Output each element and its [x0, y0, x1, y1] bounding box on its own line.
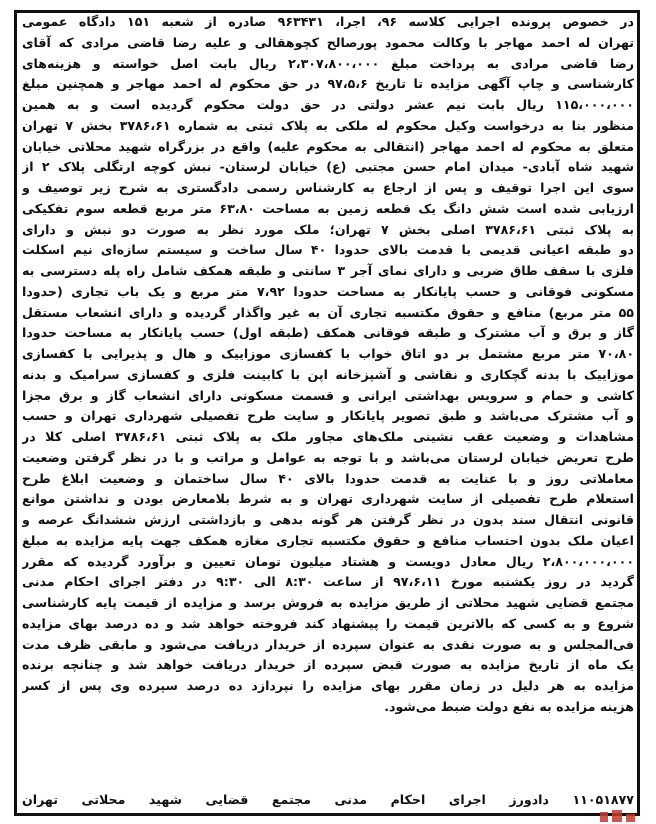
notice-line: ۵۵ متر مربع) منافع و حقوق مکتسبه تجاری آن به غیر واگذار گردیده و دارای انشعاب مستقل — [22, 304, 634, 320]
notice-line: ۷۰،۸۰ متر مربع مشتمل بر دو اتاق خواب با کفسازی موزاییک و هال و پذیرایی با کفسازی — [22, 346, 634, 361]
notice-line: گاز و برق و آب مشترک و طبقه فوقانی همکف (طبقه اول) حسب پایانکار به مساحت حدودا — [22, 325, 634, 341]
notice-line: مسکونی فوقانی و حسب پایانکار به مساحت حدودا ۷،۹۲ متر مربع و یک باب تجاری (حدودا — [22, 283, 634, 299]
notice-line: گردید در روز یکشنبه مورخ ۹۷،۶،۱۱ از ساعت ۸:۳۰ الی ۹:۳۰ در دفتر اجرای احکام مدنی — [22, 574, 634, 590]
notice-line: متعلق به محکوم له احمد مهاجر (انتقالی به محکوم علیه) واقع در بزرگراه شهید محلاتی خیابان — [22, 138, 634, 154]
notice-line: کاشی و حمام و سرویس بهداشتی ایرانی و قسمت مسکونی دارای انشعاب گاز و برق مجزا — [22, 387, 634, 403]
red-stamp-fragment — [596, 806, 640, 824]
notice-line: معاملاتی روز و با عنایت به قدمت حدودا بالای ۴۰ سال ساختمان و وضعیت ابلاغ طرح — [22, 470, 634, 486]
notice-line: ۱۱۵،۰۰۰،۰۰۰ ریال بابت نیم عشر دولتی در حق دولت محکوم گردیده است و به همین — [22, 97, 634, 112]
notice-line: اعیان ملک بدون احتساب منافع و حقوق مکتسبه تجاری مغازه همکف جهت پایه مزایده به مبلغ — [22, 532, 634, 548]
notice-line: به پلاک ثبتی ۳۷۸۶،۶۱ اصلی بخش ۷ تهران؛ ملک مورد نظر به صورت دو نبش و دارای — [22, 221, 634, 237]
notice-line: سوی این اجرا توقیف و پس از ارجاع به کارشناس رسمی دادگستری به شرح زیر توصیف و — [22, 180, 634, 195]
notice-line: منظور بنا به درخواست وکیل محکوم له ملکی به پلاک ثبتی به شماره ۳۷۸۶،۶۱ بخش ۷ تهران — [22, 117, 634, 133]
notice-line: تهران له احمد مهاجر با وکالت محمود پورصالح کچوهقالی و علیه رضا قاضی مرادی که آقای — [22, 34, 634, 50]
notice-footer-signature: ۱۱۰۵۱۸۷۷ دادورز اجرای احکام مدنی مجتمع قضایی شهید محلاتی تهران — [22, 792, 634, 807]
notice-line: فی‌المجلس و به صورت نقدی به عنوان سپرده از خریدار دریافت می‌شود و مابقی ظرف مدت — [22, 636, 634, 652]
notice-line: ۲،۸۰۰،۰۰۰،۰۰۰ ریال معادل دویست و هشتاد میلیون تومان تعیین و برآورد گردیده که مقرر — [22, 553, 634, 569]
notice-line: فلزی با سقف طاق ضربی و دارای نمای آجر ۳ سانتی و طبقه همکف شامل راه پله دسترسی به — [22, 263, 634, 278]
notice-line: مزایده به هر دلیل در زمان مقرر بهای مزایده را نپردازد ده درصد سپرده وی پس از کسر — [22, 678, 634, 693]
notice-line: دو طبقه اعیانی قدیمی با قدمت بالای حدودا ۴۰ سال ساخت و سیستم سازه‌ای نیم اسکلت — [22, 242, 634, 258]
notice-line: رضا قاضی مرادی به پرداخت مبلغ ۲،۳۰۷،۸۰۰،۰۰۰ ریال بابت اصل خواسته و هزینه‌های — [22, 55, 634, 71]
notice-line: یک ماه از تاریخ مزایده به صورت قبض سپرده از خریدار دریافت خواهد شد و چنانچه برنده — [22, 657, 634, 673]
notice-line: در خصوص پرونده اجرایی کلاسه ۹۶، اجرا، ۹۶۳۴۳۱ صادره از شعبه ۱۵۱ دادگاه عمومی — [22, 14, 634, 29]
notice-line: شروع و به کسی که بالاترین قیمت را پیشنهاد کند فروخته خواهد شد و ده درصد بهای مزایده — [22, 615, 634, 631]
notice-line: و آب مشترک می‌باشد و طبق تصویر پایانکار و سایت طرح تفصیلی شهرداری تهران و حسب — [22, 408, 634, 424]
notice-line: مشاهدات و وضعیت عقب نشینی ملک‌های مجاور ملک به پلاک ثبتی ۳۷۸۶،۶۱ اصلی کلا در — [22, 429, 634, 444]
notice-line: استعلام طرح تفصیلی از سایت شهرداری تهران و به شرط بلامعارض بودن و نداشتن موانع — [22, 491, 634, 507]
notice-line: شهید شاه آبادی- میدان امام حسن مجتبی (ع) خیابان لرستان- نبش کوچه ارتگلی پلاک ۲ از — [22, 159, 634, 175]
notice-body-text — [22, 12, 634, 718]
notice-line: قانونی انتقال سند بدون در نظر گرفتن هر گونه بدهی و بازداشتی ارزش ششدانگ عرصه و — [22, 512, 634, 527]
notice-line: کارشناسی و چاپ آگهی مزایده تا تاریخ ۹۷،۵،۶ در حق محکوم له احمد مهاجر و همچنین مبلغ — [22, 76, 634, 92]
notice-line: ارزیابی شده است شش دانگ یک قطعه زمین به مساحت ۶۳،۸۰ متر مربع قطعه سوم تفکیکی — [22, 200, 634, 216]
notice-line: مجتمع قضایی شهید محلاتی از طریق مزایده به فروش برسد و مزایده از قیمت پایه کارشناسی — [22, 595, 634, 610]
notice-line: طرح تعریض خیابان لرستان می‌باشد و با توجه به عوامل و مراتب و با در نظر گرفتن وضعیت — [22, 449, 634, 465]
notice-line: هزینه مزایده به نفع دولت ضبط می‌شود. — [384, 698, 634, 714]
notice-line: موزاییک با بدنه گچکاری و نقاشی و آشپزخانه اپن با کابینت فلزی و کفسازی سرامیک و بدنه — [22, 366, 634, 382]
